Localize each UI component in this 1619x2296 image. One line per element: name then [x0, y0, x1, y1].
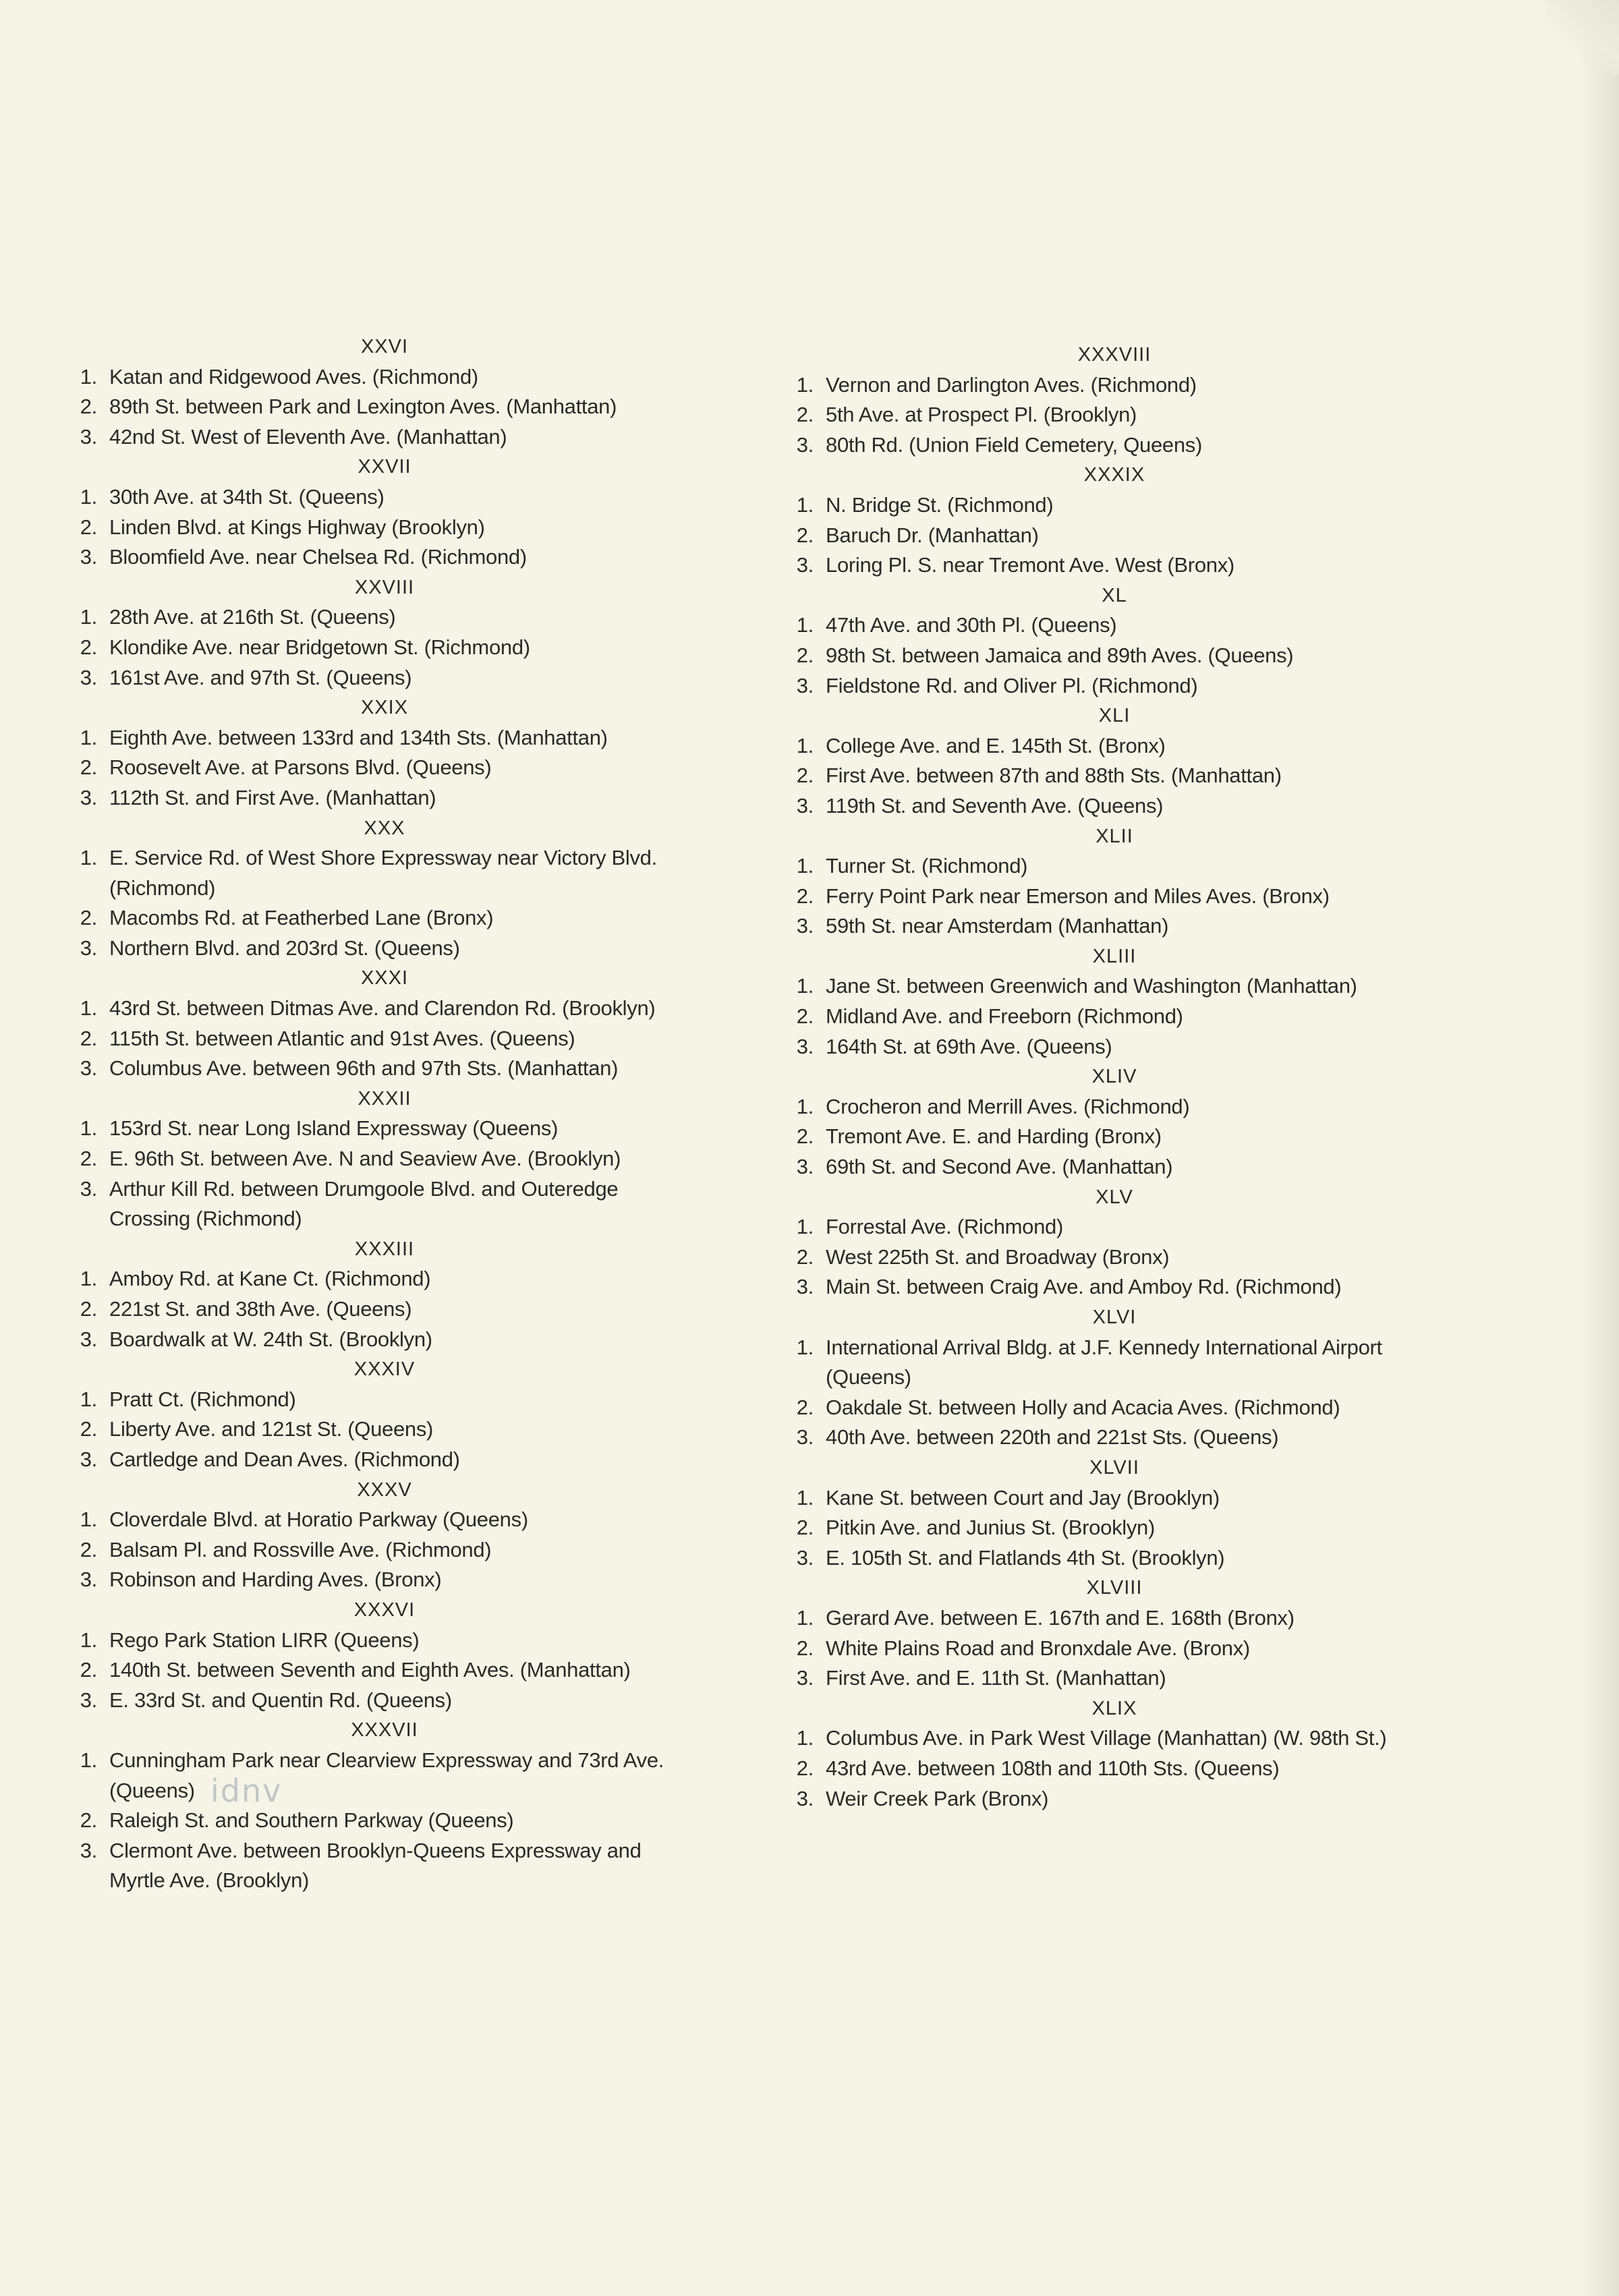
item-number: 1. [796, 492, 814, 517]
list-item [791, 1002, 1411, 1032]
list-item [791, 911, 1411, 942]
page-edge-shadow [1579, 0, 1619, 2296]
item-number: 3. [796, 1545, 814, 1570]
list-item [74, 633, 695, 663]
item-location: Cunningham Park near Clearview Expressway and 73rd Ave. (Queens) [109, 1748, 664, 1802]
section-heading: XXVII [358, 456, 411, 478]
list-item [74, 602, 695, 633]
item-location: 112th St. and First Ave. (Manhattan) [109, 785, 436, 809]
list-item [74, 1655, 695, 1686]
list-item [74, 1686, 695, 1716]
item-location: 5th Ave. at Prospect Pl. (Brooklyn) [826, 403, 1137, 427]
section [74, 1595, 695, 1715]
item-location: 153rd St. near Long Island Expressway (Queens) [109, 1116, 559, 1141]
item-location: N. Bridge St. (Richmond) [826, 492, 1054, 517]
list-item [74, 482, 695, 513]
item-location: E. 96th St. between Ave. N and Seaview Ave. (Brooklyn) [109, 1147, 621, 1171]
item-location: Crocheron and Merrill Aves. (Richmond) [826, 1094, 1190, 1118]
item-location: 42nd St. West of Eleventh Ave. (Manhattan) [109, 424, 507, 449]
item-location: 221st St. and 38th Ave. (Queens) [109, 1297, 412, 1321]
item-number: 2. [80, 1026, 97, 1050]
list-item [74, 1445, 695, 1475]
item-number: 3. [80, 1056, 97, 1081]
section [791, 1302, 1411, 1453]
item-location: First Ave. between 87th and 88th Sts. (Manhattan) [826, 764, 1282, 788]
list-item [74, 753, 695, 783]
list-item [791, 430, 1411, 461]
section [74, 693, 695, 813]
item-location: 30th Ave. at 34th St. (Queens) [109, 484, 385, 509]
section-heading: XXXV [357, 1479, 412, 1501]
list-item [74, 843, 695, 903]
list-item [791, 1723, 1411, 1754]
item-location: 80th Rd. (Union Field Cemetery, Queens) [826, 432, 1203, 457]
item-number: 3. [80, 1447, 97, 1471]
item-location: 89th St. between Park and Lexington Aves. (Manhattan) [109, 395, 617, 419]
list-item [74, 542, 695, 573]
section-heading: XLVII [1089, 1456, 1139, 1479]
section [74, 452, 695, 572]
item-number: 3. [796, 914, 814, 938]
item-location: Robinson and Harding Aves. (Bronx) [109, 1568, 442, 1592]
section [74, 963, 695, 1083]
section [74, 1354, 695, 1474]
item-location: Forrestal Ave. (Richmond) [826, 1215, 1063, 1239]
item-number: 3. [80, 936, 97, 960]
list-item [74, 1114, 695, 1144]
item-number: 1. [796, 1726, 814, 1750]
list-item [74, 513, 695, 543]
item-number: 2. [796, 1395, 814, 1419]
list-item [74, 1385, 695, 1415]
section-heading: XXXII [358, 1087, 411, 1110]
item-number: 1. [80, 1748, 97, 1772]
section [74, 1475, 695, 1595]
item-location: Jane St. between Greenwich and Washington (Manhattan) [826, 974, 1357, 998]
section-heading: XXVIII [354, 576, 415, 598]
item-location: Midland Ave. and Freeborn (Richmond) [826, 1004, 1183, 1029]
item-location: West 225th St. and Broadway (Bronx) [826, 1244, 1170, 1269]
section [74, 573, 695, 693]
watermark: idnv [210, 1773, 283, 1809]
list-item [791, 1423, 1411, 1453]
section-heading: XLIV [1091, 1066, 1137, 1088]
item-number: 2. [796, 403, 814, 427]
list-item [74, 1836, 695, 1896]
list-item [74, 1414, 695, 1445]
section [791, 460, 1411, 580]
list-item [791, 1092, 1411, 1122]
item-number: 2. [80, 635, 97, 659]
section [74, 1084, 695, 1234]
item-number: 3. [80, 1688, 97, 1712]
item-number: 2. [80, 906, 97, 930]
item-location: 47th Ave. and 30th Pl. (Queens) [826, 613, 1117, 637]
item-number: 1. [796, 1215, 814, 1239]
item-location: Amboy Rd. at Kane Ct. (Richmond) [109, 1267, 431, 1291]
list-item [74, 1535, 695, 1566]
item-location: 40th Ave. between 220th and 221st Sts. (Queens) [826, 1425, 1279, 1450]
section-heading: XXXVIII [1077, 344, 1152, 366]
list-item [791, 971, 1411, 1002]
item-location: Arthur Kill Rd. between Drumgoole Blvd. and Outeredge Crossing (Richmond) [109, 1176, 619, 1231]
item-number: 2. [80, 395, 97, 419]
item-number: 1. [80, 364, 97, 389]
list-item [791, 370, 1411, 401]
item-number: 3. [796, 1425, 814, 1450]
section [791, 701, 1411, 821]
list-item [74, 994, 695, 1024]
list-item [74, 1294, 695, 1325]
list-item [74, 1144, 695, 1174]
list-item [791, 1242, 1411, 1273]
item-location: Main St. between Craig Ave. and Amboy Rd. (Richmond) [826, 1275, 1342, 1299]
item-number: 3. [80, 424, 97, 449]
item-number: 1. [796, 613, 814, 637]
list-item [74, 1325, 695, 1355]
list-item [74, 1806, 695, 1836]
item-number: 1. [796, 854, 814, 878]
item-number: 1. [80, 1267, 97, 1291]
item-number: 2. [80, 515, 97, 539]
item-location: Ferry Point Park near Emerson and Miles Aves. (Bronx) [826, 884, 1330, 908]
list-item [791, 1212, 1411, 1242]
list-item [791, 761, 1411, 791]
item-location: Loring Pl. S. near Tremont Ave. West (Bronx) [826, 553, 1234, 577]
item-number: 2. [796, 1516, 814, 1540]
section-heading: XL [1102, 584, 1127, 606]
item-number: 1. [80, 1628, 97, 1652]
list-item [791, 1333, 1411, 1393]
item-number: 2. [80, 1417, 97, 1441]
section [791, 581, 1411, 701]
page-corner-curl [1545, 0, 1619, 74]
item-number: 3. [796, 432, 814, 457]
list-item [791, 1272, 1411, 1302]
item-location: 43rd Ave. between 108th and 110th Sts. (Queens) [826, 1756, 1280, 1780]
list-item [791, 791, 1411, 822]
section-heading: XXX [364, 817, 405, 839]
list-item [791, 1513, 1411, 1543]
item-number: 3. [80, 665, 97, 689]
list-item [74, 1626, 695, 1656]
list-item [74, 1565, 695, 1595]
item-number: 1. [796, 372, 814, 397]
item-location: Raleigh St. and Southern Parkway (Queens) [109, 1808, 514, 1833]
item-number: 1. [80, 1116, 97, 1141]
item-location: 69th St. and Second Ave. (Manhattan) [826, 1155, 1173, 1179]
item-location: Columbus Ave. in Park West Village (Manhattan) (W. 98th St.) [826, 1726, 1387, 1750]
item-location: Bloomfield Ave. near Chelsea Rd. (Richmond) [109, 545, 527, 569]
item-location: Turner St. (Richmond) [826, 854, 1028, 878]
item-location: White Plains Road and Bronxdale Ave. (Bronx) [826, 1636, 1250, 1660]
list-item [74, 1505, 695, 1535]
list-item [791, 521, 1411, 551]
section [791, 1453, 1411, 1573]
item-location: Linden Blvd. at Kings Highway (Brooklyn) [109, 515, 485, 539]
list-item [74, 1264, 695, 1294]
section-heading: XLIII [1092, 945, 1137, 967]
item-number: 2. [80, 1147, 97, 1171]
item-location: Weir Creek Park (Bronx) [826, 1786, 1049, 1810]
section-heading: XLVIII [1086, 1577, 1143, 1599]
section-heading: XXXIII [354, 1238, 415, 1260]
item-location: Cloverdale Blvd. at Horatio Parkway (Queens) [109, 1508, 528, 1532]
section [74, 1715, 695, 1896]
item-location: Liberty Ave. and 121st St. (Queens) [109, 1417, 434, 1441]
section [791, 1573, 1411, 1693]
section [791, 1182, 1411, 1302]
item-location: Klondike Ave. near Bridgetown St. (Richmond) [109, 635, 530, 659]
list-item [791, 550, 1411, 581]
item-location: Vernon and Darlington Aves. (Richmond) [826, 372, 1197, 397]
list-item [74, 1746, 695, 1806]
item-location: 98th St. between Jamaica and 89th Aves. (Queens) [826, 643, 1294, 667]
list-item [74, 362, 695, 393]
item-location: 119th St. and Seventh Ave. (Queens) [826, 793, 1164, 817]
item-number: 1. [796, 1605, 814, 1630]
section-heading: XXVI [360, 336, 409, 357]
section [791, 1062, 1411, 1182]
list-item [74, 1054, 695, 1084]
item-location: E. Service Rd. of West Shore Expressway near Victory Blvd. (Richmond) [109, 846, 657, 900]
list-item [74, 934, 695, 964]
item-number: 3. [796, 673, 814, 697]
list-item [791, 882, 1411, 912]
list-item [791, 1663, 1411, 1694]
item-number: 3. [796, 1275, 814, 1299]
list-item [74, 392, 695, 422]
item-location: First Ave. and E. 11th St. (Manhattan) [826, 1666, 1166, 1690]
item-number: 3. [796, 553, 814, 577]
list-item [74, 783, 695, 813]
item-number: 2. [796, 1004, 814, 1029]
item-location: Northern Blvd. and 203rd St. (Queens) [109, 936, 460, 960]
item-number: 3. [80, 545, 97, 569]
item-location: 140th St. between Seventh and Eighth Aves. (Manhattan) [109, 1658, 631, 1682]
item-location: Macombs Rd. at Featherbed Lane (Bronx) [109, 906, 494, 930]
section-heading: XLV [1096, 1186, 1133, 1208]
item-number: 2. [796, 1756, 814, 1780]
item-location: Katan and Ridgewood Aves. (Richmond) [109, 364, 478, 389]
item-location: Columbus Ave. between 96th and 97th Sts. (Manhattan) [109, 1056, 619, 1081]
list-item [791, 490, 1411, 521]
list-item [74, 422, 695, 453]
item-location: 59th St. near Amsterdam (Manhattan) [826, 914, 1169, 938]
section-heading: XXXIV [353, 1358, 416, 1381]
item-number: 2. [796, 1244, 814, 1269]
section [791, 822, 1411, 942]
list-item [791, 1393, 1411, 1423]
list-item [791, 671, 1411, 701]
item-number: 3. [796, 1034, 814, 1058]
section [791, 942, 1411, 1062]
item-location: Rego Park Station LIRR (Queens) [109, 1628, 420, 1652]
item-location: Balsam Pl. and Rossville Ave. (Richmond) [109, 1537, 492, 1561]
list-item [791, 1032, 1411, 1062]
item-number: 1. [80, 1387, 97, 1411]
item-number: 3. [796, 1666, 814, 1690]
section-heading: XLVI [1092, 1307, 1137, 1328]
item-location: College Ave. and E. 145th St. (Bronx) [826, 733, 1166, 757]
item-number: 3. [796, 793, 814, 817]
item-location: International Arrival Bldg. at J.F. Kennedy International Airport (Queens) [826, 1335, 1382, 1389]
item-number: 3. [796, 1786, 814, 1810]
item-location: Pratt Ct. (Richmond) [109, 1387, 296, 1411]
item-number: 3. [80, 785, 97, 809]
section-heading: XXIX [360, 697, 409, 719]
list-item [791, 1754, 1411, 1784]
item-location: Clermont Ave. between Brooklyn-Queens Expressway and Myrtle Ave. (Brooklyn) [109, 1838, 642, 1893]
item-number: 2. [80, 755, 97, 780]
list-item [791, 1784, 1411, 1814]
list-item [791, 1152, 1411, 1182]
list-item [791, 731, 1411, 762]
item-location: Tremont Ave. E. and Harding (Bronx) [826, 1124, 1162, 1149]
list-item [791, 400, 1411, 430]
item-location: Gerard Ave. between E. 167th and E. 168th (Bronx) [826, 1605, 1295, 1630]
item-location: Cartledge and Dean Aves. (Richmond) [109, 1447, 460, 1471]
item-number: 1. [796, 733, 814, 757]
list-item [791, 610, 1411, 641]
item-number: 1. [796, 974, 814, 998]
item-number: 3. [80, 1838, 97, 1862]
section-heading: XLII [1096, 825, 1133, 847]
section-heading: XXXVI [353, 1599, 416, 1621]
list-item [74, 1024, 695, 1054]
item-number: 2. [796, 643, 814, 667]
section [791, 340, 1411, 460]
item-location: 115th St. between Atlantic and 91st Aves. (Queens) [109, 1026, 575, 1050]
item-number: 3. [796, 1155, 814, 1179]
item-location: E. 33rd St. and Quentin Rd. (Queens) [109, 1688, 452, 1712]
item-number: 1. [796, 1335, 814, 1359]
list-item [791, 851, 1411, 882]
item-location: Baruch Dr. (Manhattan) [826, 523, 1039, 547]
item-number: 2. [796, 764, 814, 788]
item-number: 1. [796, 1485, 814, 1510]
right-column [791, 340, 1411, 1814]
item-number: 1. [80, 846, 97, 870]
section-heading: XXXIX [1083, 464, 1145, 486]
item-number: 1. [80, 996, 97, 1021]
section [791, 1694, 1411, 1814]
item-location: Pitkin Ave. and Junius St. (Brooklyn) [826, 1516, 1156, 1540]
list-item [74, 1174, 695, 1234]
item-number: 2. [80, 1537, 97, 1561]
item-number: 1. [796, 1094, 814, 1118]
section [74, 813, 695, 964]
list-item [791, 1634, 1411, 1664]
item-location: Fieldstone Rd. and Oliver Pl. (Richmond) [826, 673, 1198, 697]
item-location: 28th Ave. at 216th St. (Queens) [109, 605, 396, 629]
list-item [74, 903, 695, 934]
list-item [791, 1483, 1411, 1514]
item-number: 2. [80, 1808, 97, 1833]
item-number: 1. [80, 725, 97, 749]
list-item [74, 663, 695, 693]
section-heading: XXXI [360, 967, 409, 989]
list-item [791, 1603, 1411, 1634]
item-location: Eighth Ave. between 133rd and 134th Sts. (Manhattan) [109, 725, 608, 749]
item-number: 2. [796, 1124, 814, 1149]
item-number: 2. [796, 884, 814, 908]
section-heading: XLIX [1091, 1697, 1137, 1719]
item-number: 3. [80, 1327, 97, 1351]
item-number: 2. [796, 523, 814, 547]
item-number: 1. [80, 484, 97, 509]
list-item [74, 723, 695, 753]
item-location: Kane St. between Court and Jay (Brooklyn) [826, 1485, 1220, 1510]
item-location: 161st Ave. and 97th St. (Queens) [109, 665, 412, 689]
list-item [791, 1543, 1411, 1574]
list-item [791, 641, 1411, 671]
item-number: 2. [796, 1636, 814, 1660]
item-location: 164th St. at 69th Ave. (Queens) [826, 1034, 1112, 1058]
item-location: Roosevelt Ave. at Parsons Blvd. (Queens) [109, 755, 492, 780]
item-number: 2. [80, 1297, 97, 1321]
list-item [791, 1122, 1411, 1152]
section [74, 332, 695, 452]
item-location: Oakdale St. between Holly and Acacia Aves. (Richmond) [826, 1395, 1340, 1419]
item-number: 3. [80, 1568, 97, 1592]
item-location: Boardwalk at W. 24th St. (Brooklyn) [109, 1327, 432, 1351]
section-heading: XXXVII [351, 1719, 418, 1742]
item-number: 1. [80, 1508, 97, 1532]
item-location: E. 105th St. and Flatlands 4th St. (Brooklyn) [826, 1545, 1225, 1570]
item-number: 1. [80, 605, 97, 629]
item-number: 2. [80, 1658, 97, 1682]
section-heading: XLI [1098, 705, 1131, 727]
left-column [74, 332, 695, 1896]
item-location: 43rd St. between Ditmas Ave. and Clarendon Rd. (Brooklyn) [109, 996, 656, 1021]
item-number: 3. [80, 1176, 97, 1201]
section [74, 1234, 695, 1354]
